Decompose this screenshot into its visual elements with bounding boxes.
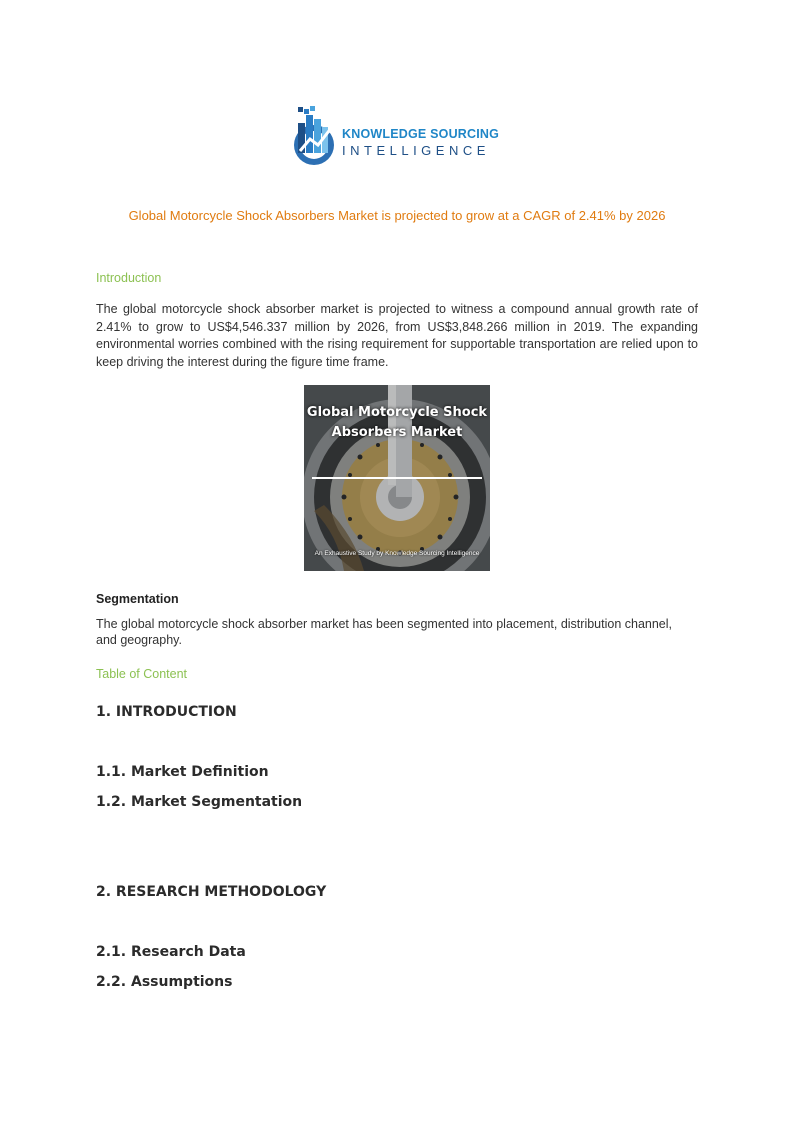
- logo-line-1: KNOWLEDGE SOURCING: [342, 127, 500, 141]
- introduction-label: Introduction: [96, 271, 162, 285]
- segmentation-heading: Segmentation: [96, 592, 179, 606]
- report-cover-image: [304, 385, 490, 571]
- toc-item: 2.2. Assumptions: [96, 974, 233, 990]
- toc-item: 1.1. Market Definition: [96, 764, 269, 780]
- toc-item: 2.1. Research Data: [96, 944, 246, 960]
- cover-title: Global Motorcycle Shock Absorbers Market: [306, 405, 488, 440]
- cover-divider: [312, 477, 482, 479]
- toc-item: 1. INTRODUCTION: [96, 704, 237, 720]
- toc-item: 1.2. Market Segmentation: [96, 794, 303, 810]
- logo-line-2: INTELLIGENCE: [342, 143, 490, 158]
- page-headline: Global Motorcycle Shock Absorbers Market is projected to grow at a CAGR of 2.41% by 2026: [128, 208, 666, 223]
- company-logo: [292, 105, 508, 167]
- cover-footer: An Exhaustive Study by Knowledge Sourcing Intelligence: [314, 550, 480, 557]
- toc-item: 2. RESEARCH METHODOLOGY: [96, 884, 327, 900]
- segmentation-text: The global motorcycle shock absorber market has been segmented into placement, distribution channel, and geography.: [96, 617, 673, 647]
- introduction-text: The global motorcycle shock absorber market is projected to witness a compound annual growth rate of 2.41% to grow to US$4,546.337 million by 2026, from US$3,848.266 million in 2019. The expanding environmental worries combined with the rising requirement for supportable transportation are relied upon to keep driving the interest during the figure time frame.: [96, 302, 698, 369]
- toc-label: Table of Content: [96, 667, 188, 681]
- building-chart-logo-icon: [292, 105, 340, 167]
